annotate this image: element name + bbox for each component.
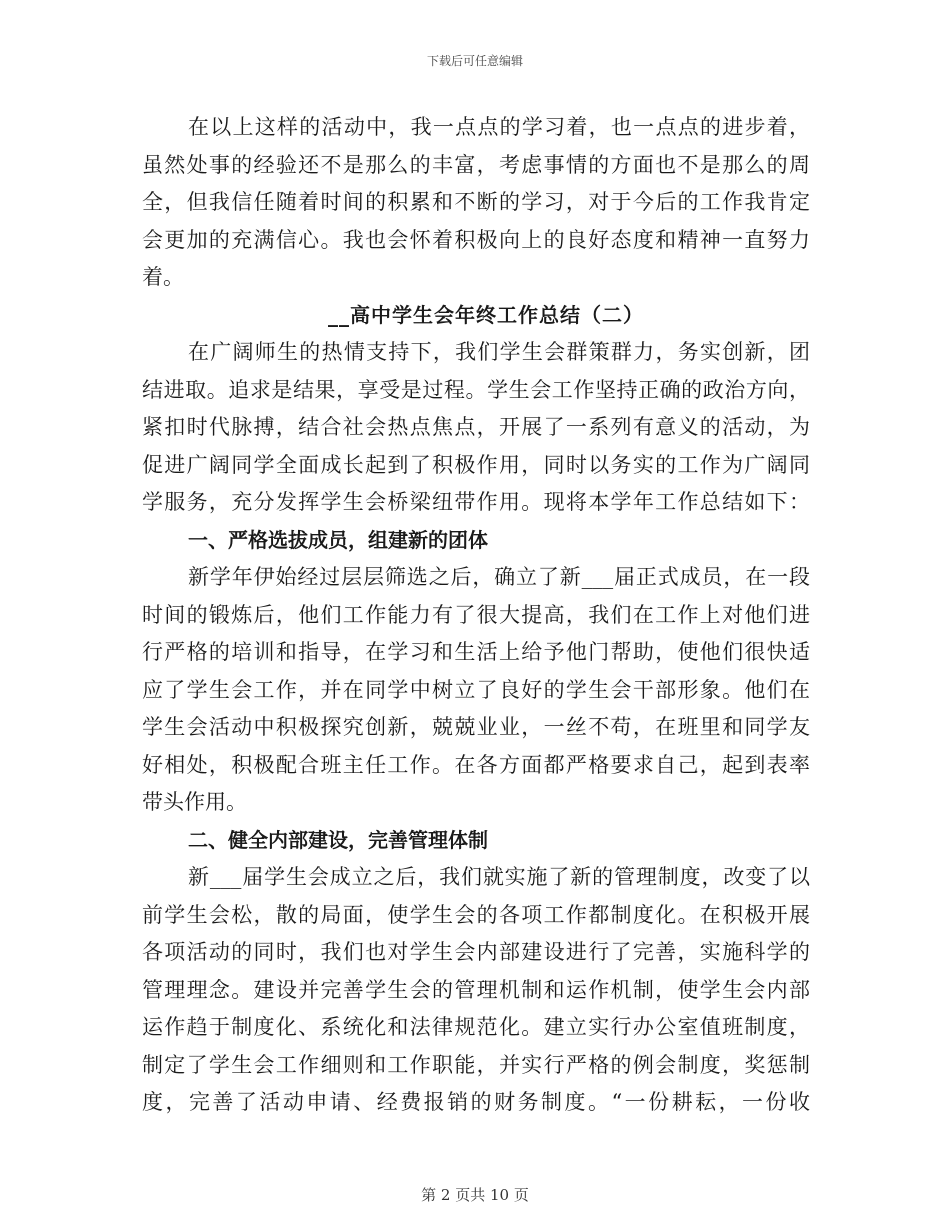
paragraph-line: 新___届学生会成立之后，我们就实施了新的管理制度，改变了以 [188,865,810,889]
paragraph-line: 会更加的充满信心。我也会怀着积极向上的良好态度和精神一直努力 [142,227,810,252]
page-footer: 第 2 页共 10 页 [421,1186,529,1204]
paragraph-line: 新学年伊始经过层层筛选之后，确立了新___届正式成员，在一段 [188,565,810,589]
paragraph-line: 着。 [142,265,184,289]
paragraph-line: 好相处，积极配合班主任工作。在各方面都严格要求自己，起到表率 [142,752,810,777]
paragraph-line: 前学生会松，散的局面，使学生会的各项工作都制度化。在积极开展 [142,902,810,927]
paragraph-line: 全，但我信任随着时间的积累和不断的学习，对于今后的工作我肯定 [142,190,810,214]
paragraph-line: 紧扣时代脉搏，结合社会热点焦点，开展了一系列有意义的活动，为 [142,415,810,439]
paragraph-line: 制定了学生会工作细则和工作职能，并实行严格的例会制度，奖惩制 [142,1052,810,1077]
paragraph-line: 促进广阔同学全面成长起到了积极作用，同时以务实的工作为广阔同 [142,452,810,477]
page-header: 下载后可任意编辑 [426,54,523,68]
paragraph-line: 虽然处事的经验还不是那么的丰富，考虑事情的方面也不是那么的周 [142,152,810,177]
paragraph-line: 管理理念。建设并完善学生会的管理机制和运作机制，使学生会内部 [142,977,810,1002]
paragraph-line: 行严格的培训和指导，在学习和生活上给予他门帮助，使他们很快适 [142,640,810,664]
paragraph-line: 结进取。追求是结果，享受是过程。学生会工作坚持正确的政治方向， [142,377,810,402]
paragraph-line: 应了学生会工作，并在同学中树立了良好的学生会干部形象。他们在 [142,677,810,702]
paragraph-line: 在以上这样的活动中，我一点点的学习着，也一点点的进步着， [188,115,810,139]
document-body [142,109,810,1122]
subsection-heading: 二、健全内部建设，完善管理体制 [188,827,488,852]
paragraph-line: 运作趋于制度化、系统化和法律规范化。建立实行办公室值班制度， [142,1015,810,1039]
paragraph-line: 度，完善了活动申请、经费报销的财务制度。“一份耕耘，一份收 [142,1090,810,1114]
paragraph-line: 学生会活动中积极探究创新，兢兢业业，一丝不苟，在班里和同学友 [142,715,810,739]
paragraph-line: 学服务，充分发挥学生会桥梁纽带作用。现将本学年工作总结如下： [142,490,810,514]
paragraph-line: 时间的锻炼后，他们工作能力有了很大提高，我们在工作上对他们进 [142,602,810,627]
section-title: __高中学生会年终工作总结（二） [328,302,644,327]
paragraph-line: 在广阔师生的热情支持下，我们学生会群策群力，务实创新，团 [188,340,810,364]
subsection-heading: 一、严格选拔成员，组建新的团体 [188,527,488,552]
paragraph-line: 带头作用。 [142,790,247,814]
paragraph-line: 各项活动的同时，我们也对学生会内部建设进行了完善，实施科学的 [142,940,810,964]
